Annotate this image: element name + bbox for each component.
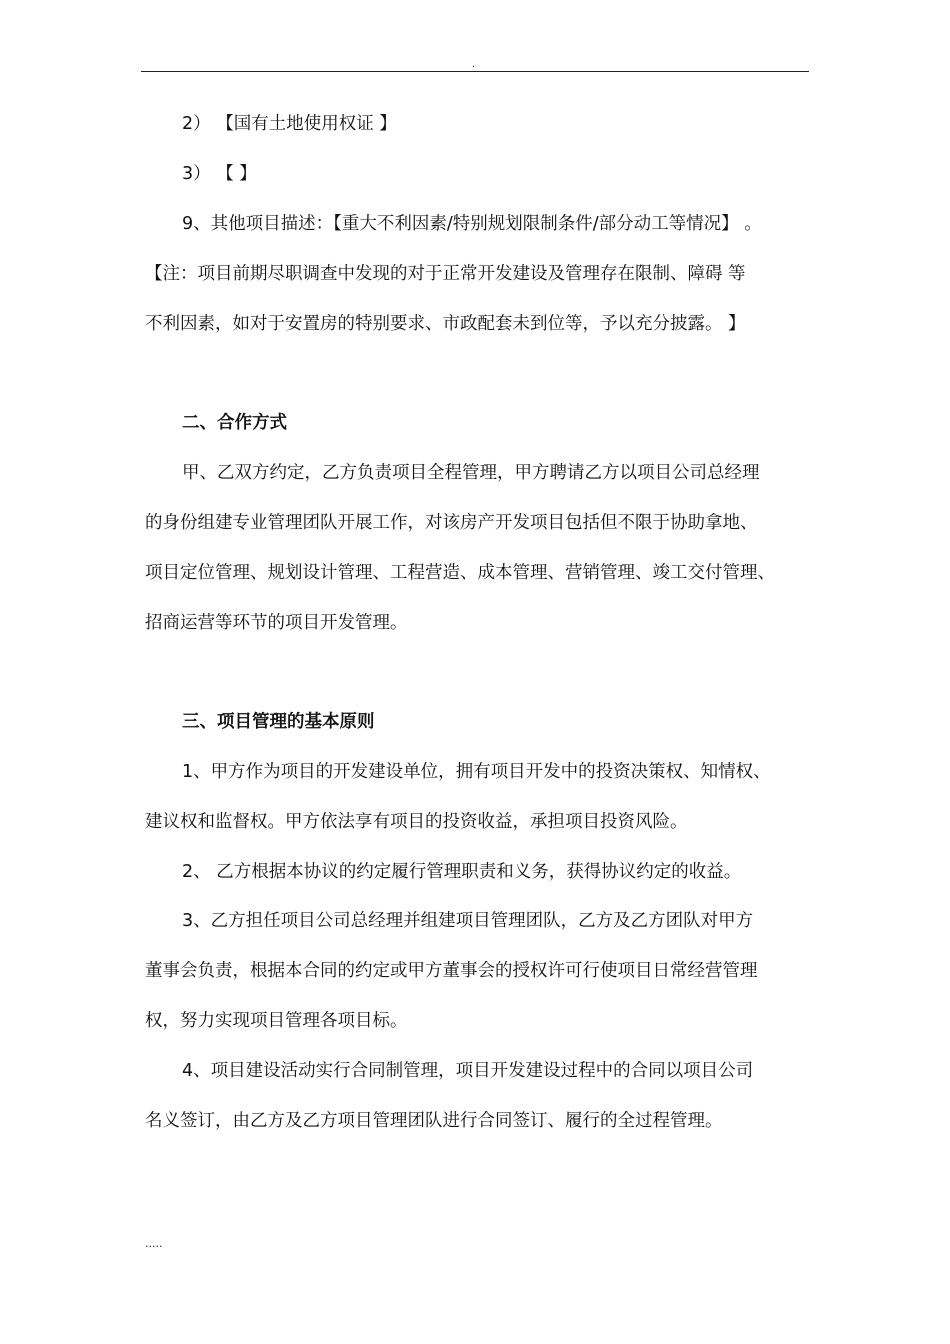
principle-4-line-1: 4、项目建设活动实行合同制管理，项目开发建设过程中的合同以项目公司	[182, 1061, 754, 1081]
section-heading-principles: 三、项目管理的基本原则	[182, 712, 375, 732]
principle-3-line-2: 董事会负责，根据本合同的约定或甲方董事会的授权许可行使项目日常经营管理	[145, 961, 758, 981]
item-land-certificate: 2） 【国有土地使用权证 】	[182, 114, 397, 134]
item-blank: 3） 【 】	[182, 164, 257, 184]
principle-1-line-2: 建议权和监督权。甲方依法享有项目的投资收益，承担项目投资风险。	[145, 812, 688, 832]
principle-3-line-3: 权，努力实现项目管理各项目标。	[145, 1011, 408, 1031]
principle-1-line-1: 1、甲方作为项目的开发建设单位，拥有项目开发中的投资决策权、知情权、	[182, 762, 771, 782]
note-line-1: 【注：项目前期尽职调查中发现的对于正常开发建设及管理存在限制、障碍 等	[145, 264, 746, 284]
principle-2: 2、 乙方根据本协议的约定履行管理职责和义务，获得协议约定的收益。	[182, 862, 742, 882]
footer-mark: .....	[145, 1237, 163, 1250]
principle-3-line-1: 3、乙方担任项目公司总经理并组建项目管理团队，乙方及乙方团队对甲方	[182, 911, 754, 931]
cooperation-line-1: 甲、乙双方约定，乙方负责项目全程管理，甲方聘请乙方以项目公司总经理	[182, 463, 760, 483]
section-heading-cooperation: 二、合作方式	[182, 413, 287, 433]
header-mark: .	[472, 59, 476, 70]
note-line-2: 不利因素，如对于安置房的特别要求、市政配套未到位等，予以充分披露。 】	[145, 314, 746, 334]
cooperation-line-2: 的身份组建专业管理团队开展工作，对该房产开发项目包括但不限于协助拿地、	[145, 513, 758, 533]
item-other-description: 9、其他项目描述：【重大不利因素/特别规划限制条件/部分动工等情况】 。	[182, 214, 762, 234]
header-rule	[141, 71, 809, 72]
principle-4-line-2: 名义签订，由乙方及乙方项目管理团队进行合同签订、履行的全过程管理。	[145, 1111, 723, 1131]
cooperation-line-3: 项目定位管理、规划设计管理、工程营造、成本管理、营销管理、竣工交付管理、	[145, 563, 775, 583]
cooperation-line-4: 招商运营等环节的项目开发管理。	[145, 613, 408, 633]
